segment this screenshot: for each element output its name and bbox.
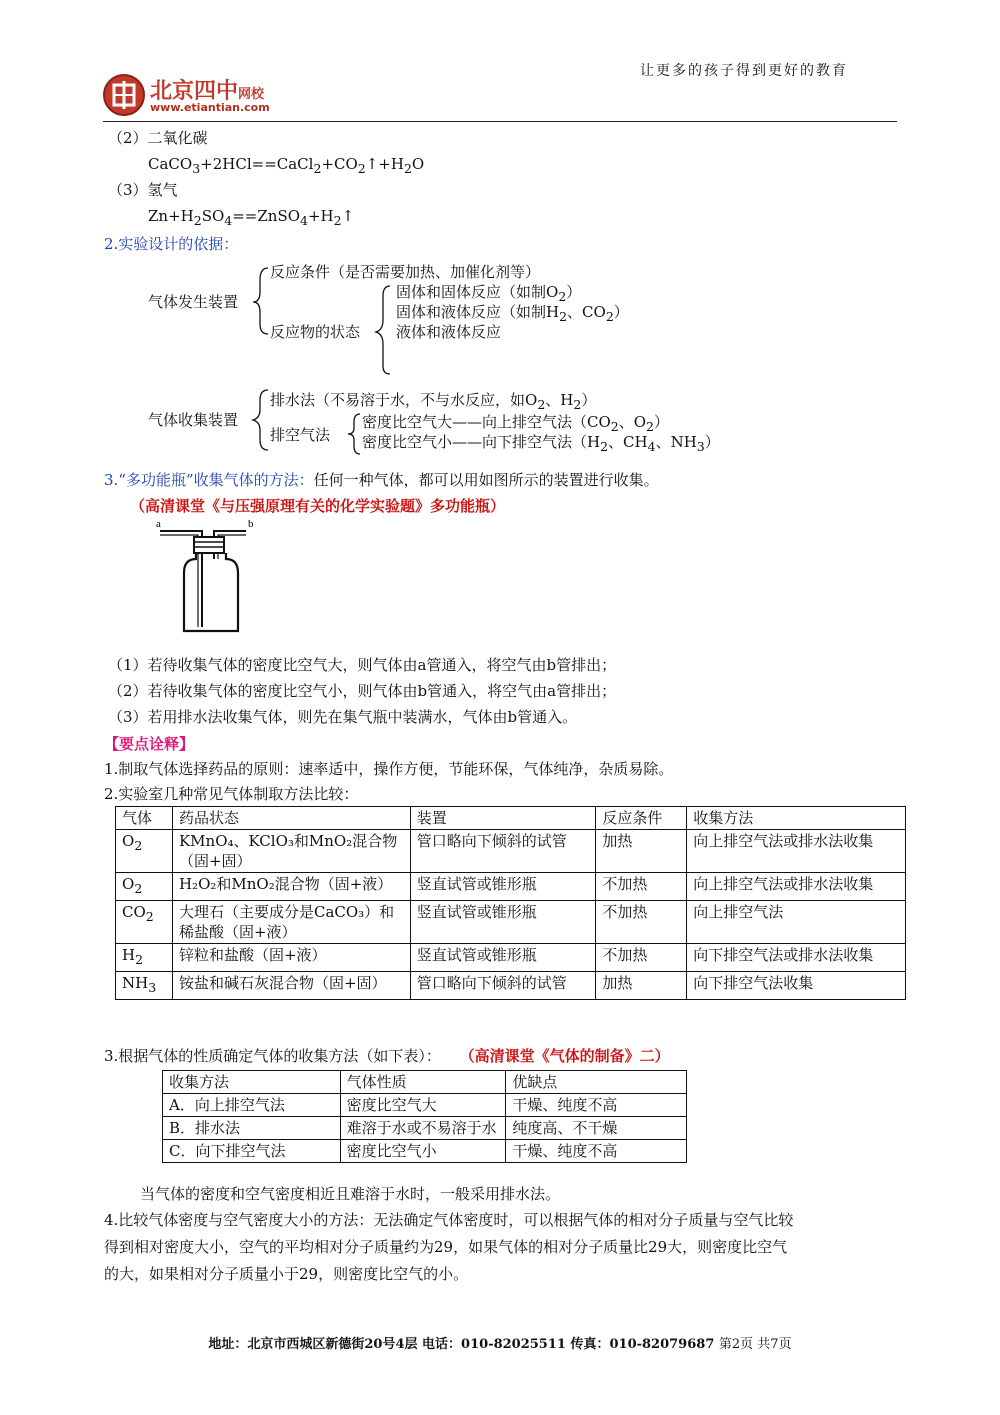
h2-equation: $Zn+H_2SO_4==ZnSO_4+H_2↑$ xyxy=(148,207,355,228)
section-2-heading: 2.实验设计的依据： xyxy=(104,235,239,253)
link-gas-prep[interactable]: （高清课堂《气体的制备》二） xyxy=(459,1047,670,1065)
table-cell: B．排水法 xyxy=(163,1117,341,1140)
bottle-note-3: （3）若用排水法收集气体，则先在集气瓶中装满水，气体由b管通入。 xyxy=(108,708,578,726)
collect-label: 气体收集装置 xyxy=(148,411,239,429)
table-row xyxy=(116,830,906,873)
device-cell: 管口略向下倾斜的试管 xyxy=(410,830,596,873)
gas-cell: $O_2$ xyxy=(116,830,173,873)
table-header-cell: 气体性质 xyxy=(340,1071,506,1094)
collect-water: 排水法（不易溶于水，不与水反应，如$O_2$、$H_2$） xyxy=(270,391,597,412)
device-cell: 竖直试管或锥形瓶 xyxy=(410,901,596,944)
tube-a-label: a xyxy=(156,518,161,530)
section-3-heading: 3.“多功能瓶”收集气体的方法：任何一种气体，都可以用如图所示的装置进行收集。 xyxy=(104,471,659,489)
collection-method-table xyxy=(162,1070,687,1163)
collection-note: 当气体的密度和空气密度相近且难溶于水时，一般采用排水法。 xyxy=(140,1185,561,1203)
method-cell: 向上排空气法或排水法收集 xyxy=(687,873,906,901)
key-point-2: 2.实验室几种常见气体制取方法比较： xyxy=(104,785,359,803)
table-header-cell: 气体 xyxy=(116,807,173,830)
method-cell: 向上排空气法或排水法收集 xyxy=(687,830,906,873)
gen-state: 反应物的状态 xyxy=(270,323,361,341)
logo-url: www.etiantian.com xyxy=(150,101,270,114)
bottle-note-2: （2）若待收集气体的密度比空气小，则气体由b管通入，将空气由a管排出； xyxy=(108,682,617,700)
gen-state-1: 固体和固体反应（如制$O_2$） xyxy=(396,283,582,304)
table-header-row xyxy=(116,807,906,830)
h2-title: （3）氢气 xyxy=(108,181,178,199)
co2-equation: $CaCO_3+2HCl==CaCl_2+CO_2↑+H_2O$ xyxy=(148,155,425,176)
device-cell: 管口略向下倾斜的试管 xyxy=(410,972,596,1000)
gas-cell: $CO_2$ xyxy=(116,901,173,944)
table-header-cell: 药品状态 xyxy=(172,807,410,830)
collect-air-1: 密度比空气大——向上排空气法（$CO_2$、$O_2$） xyxy=(362,413,670,434)
gas-cell: $O_2$ xyxy=(116,873,173,901)
co2-title: （2）二氧化碳 xyxy=(108,129,208,147)
key-point-1: 1.制取气体选择药品的原则：速率适中，操作方便，节能环保，气体纯净，杂质易除。 xyxy=(104,760,674,778)
condition-cell: 不加热 xyxy=(596,901,687,944)
table-row xyxy=(116,901,906,944)
density-line-2: 得到相对密度大小，空气的平均相对分子质量约为29，如果气体的相对分子质量比29大，则密度比空气 xyxy=(104,1238,788,1256)
gen-state-2: 固体和液体反应（如制$H_2$、$CO_2$） xyxy=(396,303,629,324)
header-divider xyxy=(103,121,897,122)
drug-cell: 铵盐和碱石灰混合物（固+固） xyxy=(172,972,410,1000)
condition-cell: 加热 xyxy=(596,830,687,873)
table-header-cell: 收集方法 xyxy=(163,1071,341,1094)
logo-name: 北京四中网校 xyxy=(150,78,265,104)
drug-cell: 锌粒和盐酸（固+液） xyxy=(172,944,410,972)
method-cell: 向下排空气法收集 xyxy=(687,972,906,1000)
drug-cell: KMnO₄、KClO₃和MnO₂混合物（固+固） xyxy=(172,830,410,873)
table-row xyxy=(116,944,906,972)
gen-label: 气体发生装置 xyxy=(148,293,239,311)
density-line-3: 的大，如果相对分子质量小于29，则密度比空气的小。 xyxy=(104,1265,469,1283)
device-cell: 竖直试管或锥形瓶 xyxy=(410,873,596,901)
gen-condition: 反应条件（是否需要加热、加催化剂等） xyxy=(270,263,541,281)
table-header-cell: 收集方法 xyxy=(687,807,906,830)
drug-cell: 大理石（主要成分是CaCO₃）和稀盐酸（固+液） xyxy=(172,901,410,944)
drug-cell: H₂O₂和MnO₂混合物（固+液） xyxy=(172,873,410,901)
table-cell: 干燥、纯度不高 xyxy=(506,1094,687,1117)
slogan: 让更多的孩子得到更好的教育 xyxy=(640,63,848,79)
multi-function-bottle-diagram xyxy=(150,515,260,635)
link-multi-bottle[interactable]: （高清课堂《与压强原理有关的化学实验题》多功能瓶） xyxy=(130,497,506,515)
footer-address: 地址：北京市西城区新德街20号4层 电话：010-82025511 传真：010-82079687 xyxy=(208,1337,715,1352)
table-cell: 干燥、纯度不高 xyxy=(506,1140,687,1163)
table-row xyxy=(163,1140,687,1163)
collect-air: 排空气法 xyxy=(270,426,331,444)
condition-cell: 不加热 xyxy=(596,944,687,972)
table-row xyxy=(163,1117,687,1140)
table-header-cell: 优缺点 xyxy=(506,1071,687,1094)
collect-air-2: 密度比空气小——向下排空气法（$H_2$、$CH_4$、$NH_3$） xyxy=(362,433,720,454)
gas-preparation-table xyxy=(115,806,906,1000)
gen-state-3: 液体和液体反应 xyxy=(396,323,502,341)
section-collect-heading: 3.根据气体的性质确定气体的收集方法（如下表）： （高清课堂《气体的制备》二） xyxy=(104,1047,670,1065)
page-number: 第2页 共7页 xyxy=(718,1337,792,1352)
method-cell: 向下排空气法或排水法收集 xyxy=(687,944,906,972)
table-row xyxy=(163,1094,687,1117)
table-cell: 密度比空气小 xyxy=(340,1140,506,1163)
condition-cell: 不加热 xyxy=(596,873,687,901)
footer xyxy=(0,1336,1000,1354)
table-header-cell: 反应条件 xyxy=(596,807,687,830)
table-cell: 难溶于水或不易溶于水 xyxy=(340,1117,506,1140)
gas-cell: $NH_3$ xyxy=(116,972,173,1000)
logo-emblem xyxy=(103,74,145,116)
condition-cell: 加热 xyxy=(596,972,687,1000)
table-header-row xyxy=(163,1071,687,1094)
bottle-note-1: （1）若待收集气体的密度比空气大，则气体由a管通入，将空气由b管排出； xyxy=(108,656,617,674)
table-cell: 纯度高、不干燥 xyxy=(506,1117,687,1140)
table-row xyxy=(116,972,906,1000)
key-points-heading: 【要点诠释】 xyxy=(104,735,195,753)
table-cell: C．向下排空气法 xyxy=(163,1140,341,1163)
table-cell: A．向上排空气法 xyxy=(163,1094,341,1117)
table-row xyxy=(116,873,906,901)
table-header-cell: 装置 xyxy=(410,807,596,830)
device-cell: 竖直试管或锥形瓶 xyxy=(410,944,596,972)
tube-b-label: b xyxy=(248,518,254,530)
density-line-1: 4.比较气体密度与空气密度大小的方法：无法确定气体密度时，可以根据气体的相对分子质量与空气比较 xyxy=(104,1211,794,1229)
table-cell: 密度比空气大 xyxy=(340,1094,506,1117)
gas-cell: $H_2$ xyxy=(116,944,173,972)
method-cell: 向上排空气法 xyxy=(687,901,906,944)
